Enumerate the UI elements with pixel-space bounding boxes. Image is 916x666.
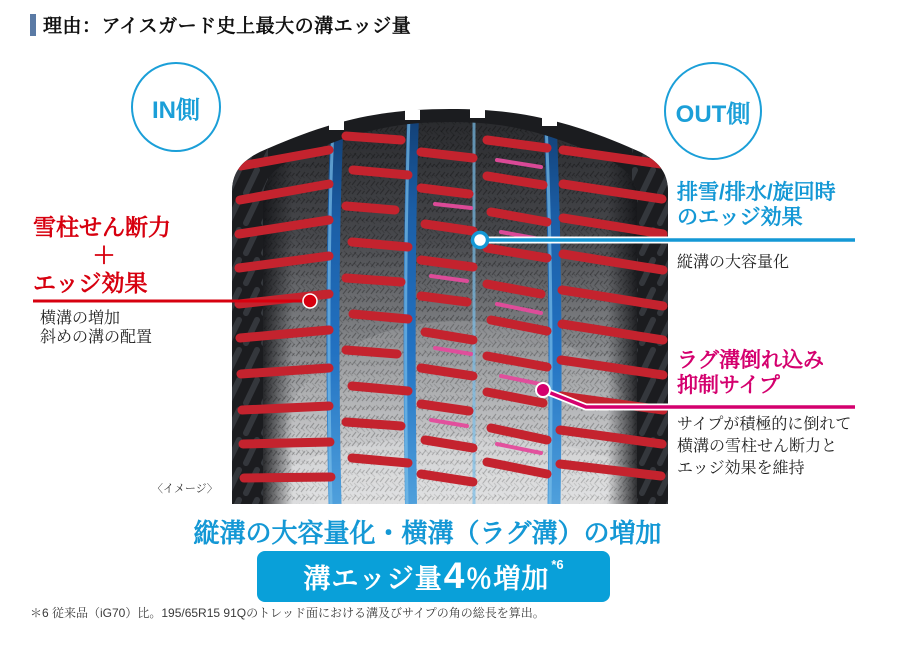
out-side-badge xyxy=(664,62,762,160)
callout-lug-sipe-body xyxy=(677,414,851,480)
plus-sign: ＋ xyxy=(92,242,116,268)
snow-shear-body2: 斜めの溝の配置 xyxy=(40,329,153,346)
callout-edge-effect-body xyxy=(677,249,789,272)
snow-shear-line1: 雪柱せん断力 xyxy=(33,214,171,240)
lug-sipe-body3: エッジ効果を維持 xyxy=(677,460,805,477)
image-disclaimer: 〈イメージ〉 xyxy=(152,483,218,495)
summary-headline: 縦溝の大容量化・横溝（ラグ溝）の増加 xyxy=(193,518,662,548)
in-side-label: IN側 xyxy=(152,96,200,124)
badge-number: 4 xyxy=(443,554,465,596)
in-side-badge xyxy=(131,62,221,152)
lug-sipe-line1: ラグ溝倒れ込み xyxy=(677,349,824,372)
badge-prefix: 溝エッジ量 xyxy=(303,564,443,594)
snow-shear-line3: エッジ効果 xyxy=(33,270,148,296)
page-title: 理由：アイスガード史上最大の溝エッジ量 xyxy=(43,16,412,37)
badge-suffix: ％増加 xyxy=(465,564,550,594)
edge-effect-body1: 縦溝の大容量化 xyxy=(677,254,790,271)
callout-snow-shear-body xyxy=(40,309,152,347)
tire-tread-illustration xyxy=(225,106,675,504)
edge-effect-line1: 排雪/排水/旋回時 xyxy=(677,181,836,204)
lug-sipe-body2: 横溝の雪柱せん断力と xyxy=(677,438,838,455)
snow-shear-body1: 横溝の増加 xyxy=(40,310,121,327)
lug-sipe-body1: サイプが積極的に倒れて xyxy=(677,416,852,433)
footnote: ＊6 従来品（iG70）比。195/65R15 91Qのトレッド面における溝及びサイプの角の総長を算出。 xyxy=(30,606,545,620)
badge-footnote-marker: *6 xyxy=(551,557,564,572)
callout-edge-effect-title xyxy=(677,180,836,230)
groove-edge-badge xyxy=(257,551,610,602)
callout-snow-shear-title xyxy=(33,213,175,297)
out-side-label: OUT側 xyxy=(675,100,751,128)
section-header xyxy=(30,11,411,38)
lug-sipe-line2: 抑制サイプ xyxy=(677,374,780,397)
edge-effect-line2: のエッジ効果 xyxy=(677,206,803,229)
callout-lug-sipe-title xyxy=(677,348,824,398)
header-accent-bar xyxy=(30,14,36,36)
